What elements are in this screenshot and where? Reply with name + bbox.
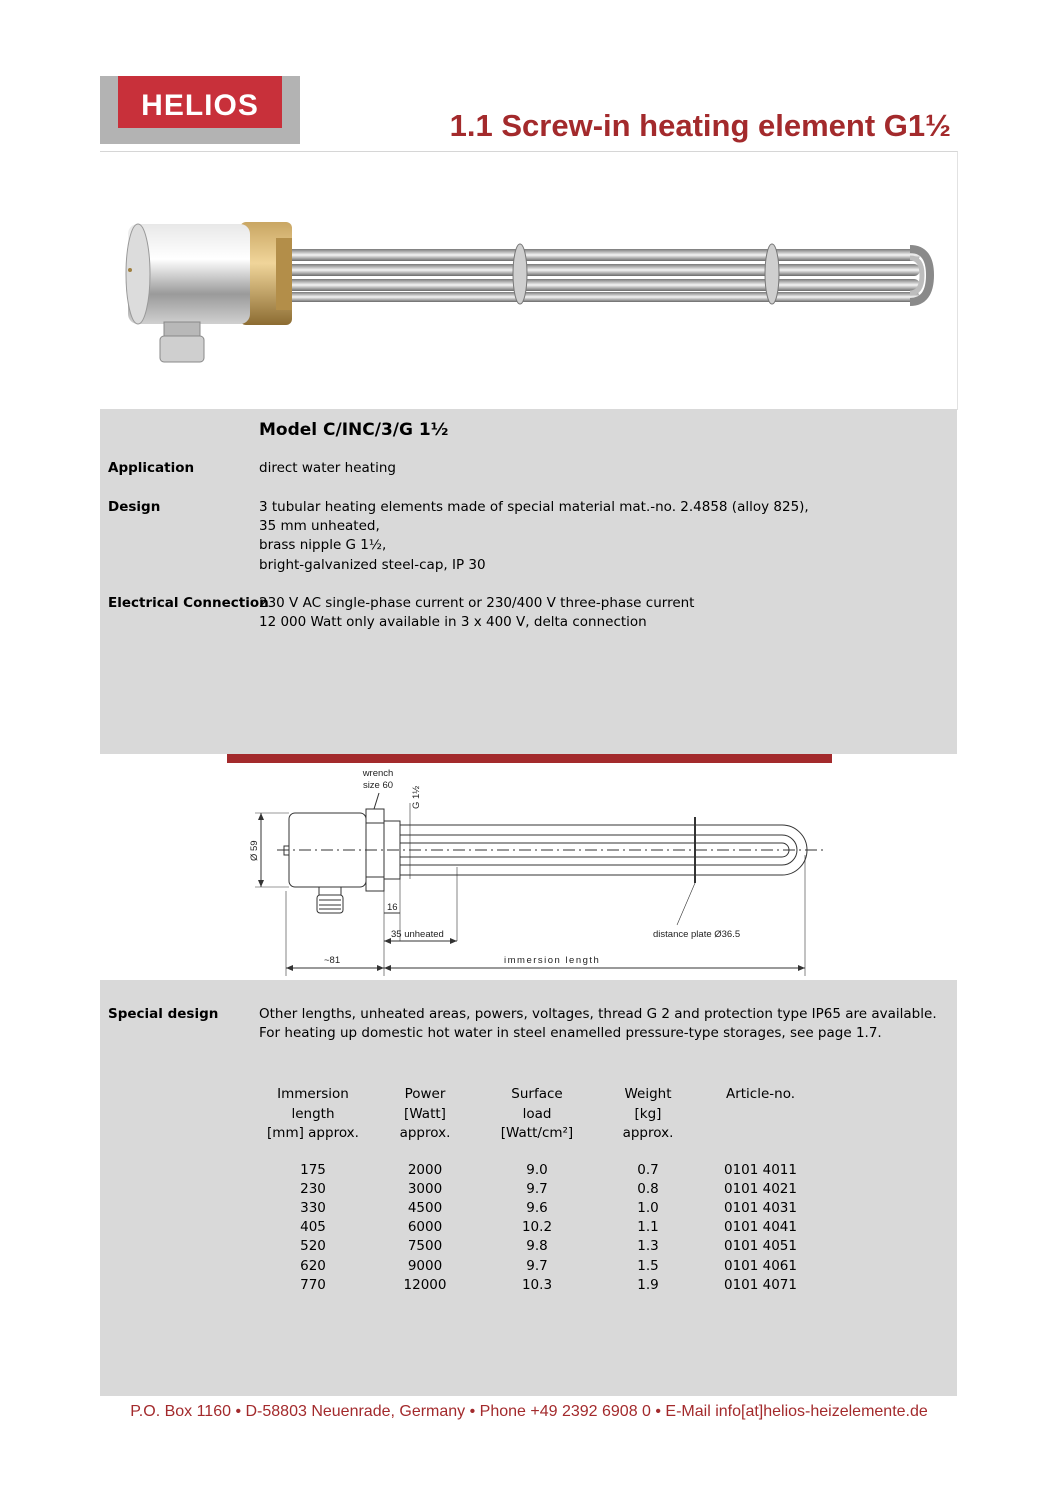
header-immersion: Immersion length [mm] approx.	[267, 1086, 359, 1141]
drawing-label-thread: G 1½	[411, 785, 422, 809]
table-header	[252, 1085, 823, 1144]
table-row: 405 6000 10.2 1.1 0101 4041	[300, 1219, 797, 1236]
design-line: 3 tubular heating elements made of special material mat.-no. 2.4858 (alloy 825),	[259, 499, 809, 515]
drawing-label-wrench-size: size 60	[362, 780, 394, 791]
table-row: 620 9000 9.7 1.5 0101 4061	[300, 1257, 797, 1274]
design-line: bright-galvanized steel-cap, IP 30	[259, 556, 486, 573]
special-line: For heating up domestic hot water in steel enamelled pressure-type storages, see page 1.7.	[259, 1025, 882, 1042]
drawing-label-unheated: 35 unheated	[391, 929, 444, 940]
helios-logo	[100, 76, 300, 144]
svg-text:HELIOS: HELIOS	[141, 89, 259, 122]
drawing-label-16: 16	[387, 902, 398, 913]
design-lines	[259, 498, 809, 575]
footer-contact: P.O. Box 1160 • D-58803 Neuenrade, Germany • Phone +49 2392 6908 0 • E-Mail info[at]helios-heizelemente.de	[130, 1403, 928, 1420]
electrical-label: Electrical Connection	[108, 595, 269, 611]
special-design-lines	[259, 1005, 937, 1043]
product-photo	[100, 151, 958, 410]
design-line: brass nipple G 1½,	[259, 537, 387, 554]
table-row: 230 3000 9.7 0.8 0101 4021	[300, 1180, 797, 1197]
table-row: 330 4500 9.6 1.0 0101 4031	[300, 1199, 797, 1216]
application-value: direct water heating	[259, 460, 396, 476]
table-row: 770 12000 10.3 1.9 0101 4071	[300, 1276, 797, 1293]
header-surface-load: Surface load [Watt/cm²]	[500, 1086, 574, 1141]
model-title: Model C/INC/3/G 1½	[259, 420, 449, 440]
header-article-no: Article-no.	[725, 1086, 796, 1102]
electrical-line: 12 000 Watt only available in 3 x 400 V, delta connection	[259, 614, 647, 631]
electrical-line: 230 V AC single-phase current or 230/400 V three-phase current	[259, 595, 695, 611]
header-power: Power [Watt] approx.	[399, 1086, 451, 1141]
page-title: 1.1 Screw-in heating element G1½	[449, 108, 951, 143]
spec-panel	[100, 409, 957, 754]
accent-bar	[227, 754, 832, 763]
design-line: 35 mm unheated,	[259, 518, 380, 535]
special-design-label: Special design	[108, 1006, 219, 1022]
header-weight: Weight [kg] approx.	[622, 1086, 674, 1141]
application-label: Application	[108, 460, 195, 476]
drawing-label-diameter: Ø 59	[249, 840, 260, 861]
drawing-label-wrench: wrench	[362, 768, 394, 779]
drawing-label-distance-plate: distance plate Ø36.5	[653, 929, 741, 940]
table-row: 520 7500 9.8 1.3 0101 4051	[300, 1238, 797, 1255]
electrical-lines	[259, 594, 694, 632]
drawing-label-approx-81: ~81	[324, 955, 341, 966]
drawing-label-immersion: immersion length	[504, 955, 601, 966]
article-table	[252, 1085, 823, 1295]
technical-drawing	[227, 763, 837, 980]
special-line: Other lengths, unheated areas, powers, voltages, thread G 2 and protection type IP65 are available.	[259, 1006, 937, 1022]
table-row: 175 2000 9.0 0.7 0101 4011	[300, 1161, 797, 1178]
design-label: Design	[108, 499, 161, 515]
